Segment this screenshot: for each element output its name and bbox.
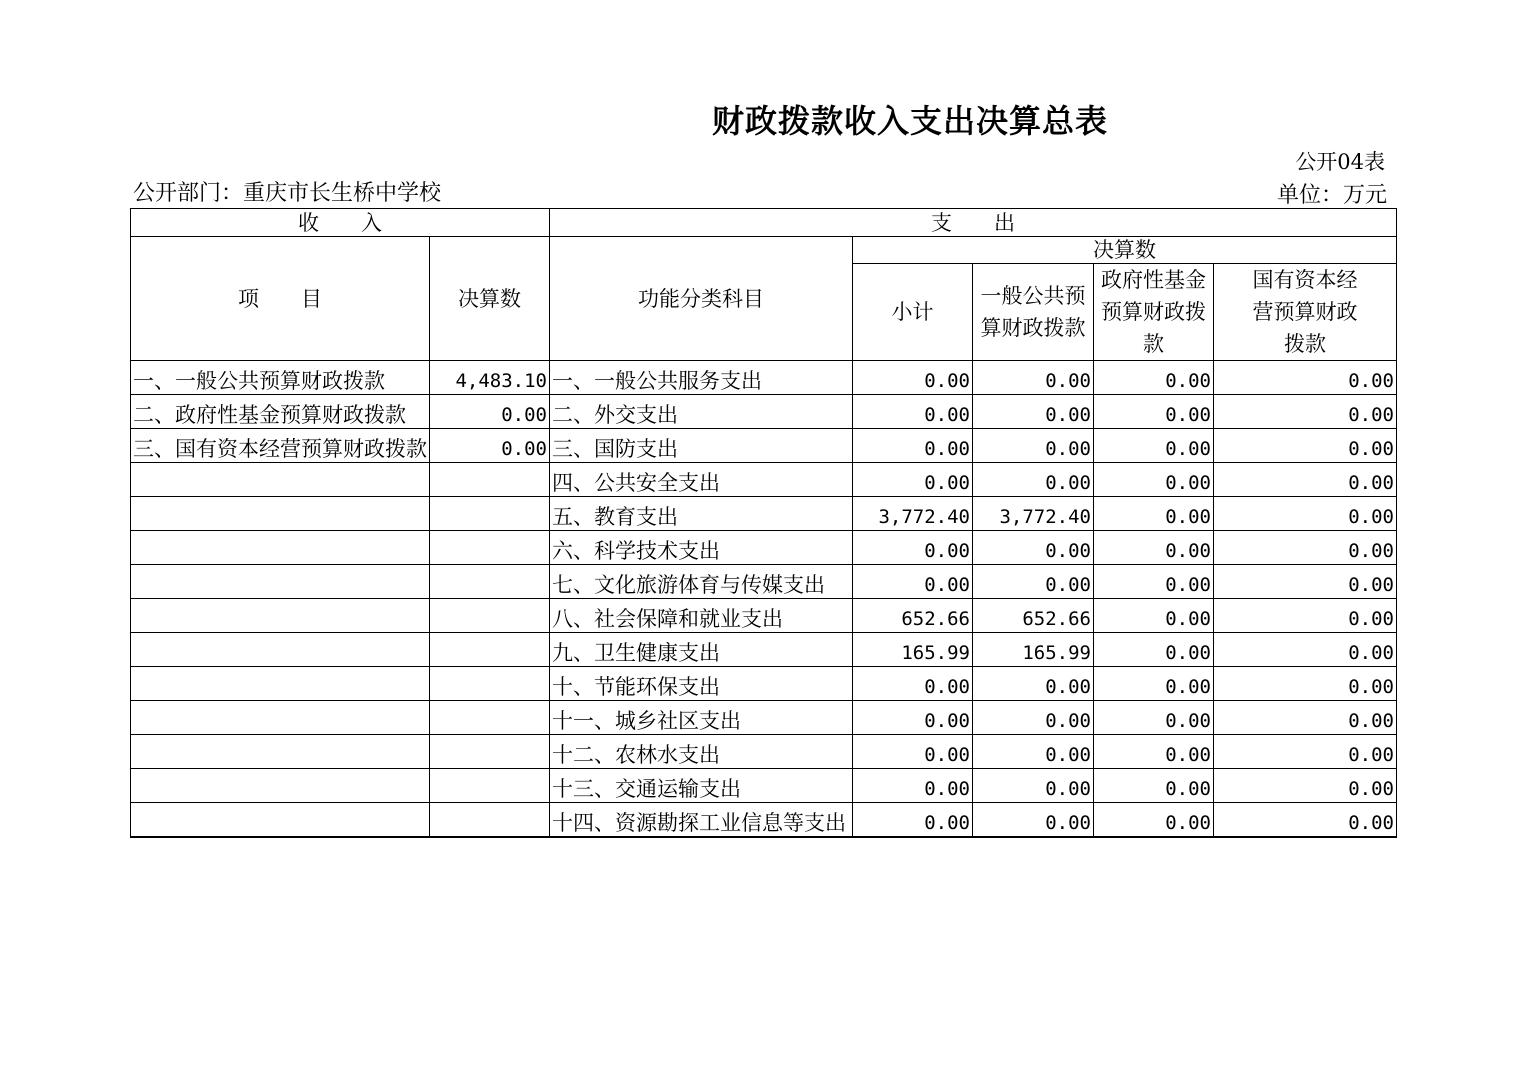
subtotal-cell: 165.99 bbox=[853, 633, 973, 667]
state-capital-cell: 0.00 bbox=[1214, 667, 1397, 701]
gov-fund-cell: 0.00 bbox=[1094, 463, 1214, 497]
category-cell: 十二、农林水支出 bbox=[550, 735, 853, 769]
category-cell: 十、节能环保支出 bbox=[550, 667, 853, 701]
department-label: 公开部门：重庆市长生桥中学校 bbox=[133, 181, 442, 206]
state-capital-cell: 0.00 bbox=[1214, 497, 1397, 531]
general-budget-cell: 0.00 bbox=[973, 429, 1094, 463]
state-capital-cell: 0.00 bbox=[1214, 531, 1397, 565]
table-row bbox=[131, 667, 1397, 701]
state-capital-cell: 0.00 bbox=[1214, 429, 1397, 463]
gov-fund-cell: 0.00 bbox=[1094, 803, 1214, 838]
gov-fund-cell: 0.00 bbox=[1094, 599, 1214, 633]
table-number: 公开04表 bbox=[1295, 150, 1385, 174]
item-header: 项 目 bbox=[131, 237, 430, 361]
category-cell: 十一、城乡社区支出 bbox=[550, 701, 853, 735]
table-row bbox=[131, 633, 1397, 667]
final-amount-header: 决算数 bbox=[430, 237, 550, 361]
category-cell: 七、文化旅游体育与传媒支出 bbox=[550, 565, 853, 599]
general-budget-cell: 0.00 bbox=[973, 361, 1094, 395]
income-item-cell bbox=[131, 463, 430, 497]
category-cell: 六、科学技术支出 bbox=[550, 531, 853, 565]
gov-fund-cell: 0.00 bbox=[1094, 565, 1214, 599]
final-amount-group-header: 决算数 bbox=[853, 237, 1397, 264]
income-amount-cell bbox=[430, 735, 550, 769]
function-category-header: 功能分类科目 bbox=[550, 237, 853, 361]
income-item-cell bbox=[131, 803, 430, 838]
income-item-cell bbox=[131, 565, 430, 599]
subtotal-header: 小计 bbox=[853, 264, 973, 361]
general-budget-cell: 0.00 bbox=[973, 769, 1094, 803]
subtotal-cell: 0.00 bbox=[853, 803, 973, 838]
state-capital-cell: 0.00 bbox=[1214, 769, 1397, 803]
header-row-2 bbox=[131, 237, 1397, 264]
income-amount-cell bbox=[430, 531, 550, 565]
gov-fund-cell: 0.00 bbox=[1094, 395, 1214, 429]
subtotal-cell: 0.00 bbox=[853, 565, 973, 599]
general-budget-header: 一般公共预算财政拨款 bbox=[973, 264, 1094, 361]
table-row bbox=[131, 361, 1397, 395]
state-capital-cell: 0.00 bbox=[1214, 633, 1397, 667]
table-row bbox=[131, 497, 1397, 531]
table-row bbox=[131, 531, 1397, 565]
category-cell: 十四、资源勘探工业信息等支出 bbox=[550, 803, 853, 838]
income-amount-cell bbox=[430, 463, 550, 497]
income-item-cell bbox=[131, 667, 430, 701]
state-capital-cell: 0.00 bbox=[1214, 701, 1397, 735]
income-item-cell: 三、国有资本经营预算财政拨款 bbox=[131, 429, 430, 463]
fiscal-appropriation-table bbox=[130, 208, 1397, 838]
category-cell: 一、一般公共服务支出 bbox=[550, 361, 853, 395]
table-row bbox=[131, 395, 1397, 429]
gov-fund-cell: 0.00 bbox=[1094, 361, 1214, 395]
income-amount-cell bbox=[430, 599, 550, 633]
general-budget-cell: 652.66 bbox=[973, 599, 1094, 633]
subtotal-cell: 0.00 bbox=[853, 667, 973, 701]
header-row-1 bbox=[131, 209, 1397, 237]
page-title: 财政拨款收入支出决算总表 bbox=[711, 102, 1108, 140]
income-item-cell bbox=[131, 633, 430, 667]
subtotal-cell: 0.00 bbox=[853, 429, 973, 463]
general-budget-cell: 0.00 bbox=[973, 667, 1094, 701]
income-item-cell bbox=[131, 769, 430, 803]
state-capital-cell: 0.00 bbox=[1214, 361, 1397, 395]
gov-fund-cell: 0.00 bbox=[1094, 701, 1214, 735]
category-cell: 八、社会保障和就业支出 bbox=[550, 599, 853, 633]
general-budget-cell: 0.00 bbox=[973, 565, 1094, 599]
income-amount-cell bbox=[430, 633, 550, 667]
subtotal-cell: 0.00 bbox=[853, 735, 973, 769]
general-budget-cell: 165.99 bbox=[973, 633, 1094, 667]
gov-fund-cell: 0.00 bbox=[1094, 667, 1214, 701]
income-item-cell bbox=[131, 531, 430, 565]
category-cell: 三、国防支出 bbox=[550, 429, 853, 463]
table-row bbox=[131, 599, 1397, 633]
income-item-cell bbox=[131, 735, 430, 769]
category-cell: 二、外交支出 bbox=[550, 395, 853, 429]
subtotal-cell: 0.00 bbox=[853, 395, 973, 429]
state-capital-cell: 0.00 bbox=[1214, 735, 1397, 769]
general-budget-cell: 0.00 bbox=[973, 735, 1094, 769]
table-row bbox=[131, 769, 1397, 803]
state-capital-cell: 0.00 bbox=[1214, 803, 1397, 838]
state-capital-cell: 0.00 bbox=[1214, 565, 1397, 599]
income-amount-cell bbox=[430, 769, 550, 803]
gov-fund-cell: 0.00 bbox=[1094, 497, 1214, 531]
general-budget-cell: 3,772.40 bbox=[973, 497, 1094, 531]
expenditure-header: 支 出 bbox=[550, 209, 1397, 237]
gov-fund-cell: 0.00 bbox=[1094, 735, 1214, 769]
gov-fund-cell: 0.00 bbox=[1094, 531, 1214, 565]
general-budget-cell: 0.00 bbox=[973, 701, 1094, 735]
table-row bbox=[131, 429, 1397, 463]
income-amount-cell: 0.00 bbox=[430, 395, 550, 429]
income-amount-cell bbox=[430, 701, 550, 735]
table-row bbox=[131, 463, 1397, 497]
income-amount-cell bbox=[430, 667, 550, 701]
income-header: 收 入 bbox=[131, 209, 550, 237]
subtotal-cell: 652.66 bbox=[853, 599, 973, 633]
income-item-cell: 一、一般公共预算财政拨款 bbox=[131, 361, 430, 395]
unit-label: 单位：万元 bbox=[1276, 183, 1387, 208]
general-budget-cell: 0.00 bbox=[973, 463, 1094, 497]
table-row bbox=[131, 735, 1397, 769]
gov-fund-cell: 0.00 bbox=[1094, 769, 1214, 803]
income-amount-cell: 4,483.10 bbox=[430, 361, 550, 395]
state-capital-cell: 0.00 bbox=[1214, 463, 1397, 497]
state-capital-cell: 0.00 bbox=[1214, 599, 1397, 633]
subtotal-cell: 0.00 bbox=[853, 361, 973, 395]
category-cell: 十三、交通运输支出 bbox=[550, 769, 853, 803]
table-row bbox=[131, 701, 1397, 735]
general-budget-cell: 0.00 bbox=[973, 531, 1094, 565]
income-amount-cell bbox=[430, 565, 550, 599]
gov-fund-header: 政府性基金预算财政拨款 bbox=[1094, 264, 1214, 361]
income-item-cell bbox=[131, 497, 430, 531]
income-item-cell bbox=[131, 701, 430, 735]
category-cell: 四、公共安全支出 bbox=[550, 463, 853, 497]
state-capital-header: 国有资本经营预算财政拨款 bbox=[1214, 264, 1397, 361]
income-amount-cell bbox=[430, 497, 550, 531]
income-amount-cell: 0.00 bbox=[430, 429, 550, 463]
category-cell: 五、教育支出 bbox=[550, 497, 853, 531]
general-budget-cell: 0.00 bbox=[973, 395, 1094, 429]
subtotal-cell: 0.00 bbox=[853, 769, 973, 803]
subtotal-cell: 0.00 bbox=[853, 531, 973, 565]
general-budget-cell: 0.00 bbox=[973, 803, 1094, 838]
category-cell: 九、卫生健康支出 bbox=[550, 633, 853, 667]
income-item-cell bbox=[131, 599, 430, 633]
gov-fund-cell: 0.00 bbox=[1094, 429, 1214, 463]
gov-fund-cell: 0.00 bbox=[1094, 633, 1214, 667]
income-amount-cell bbox=[430, 803, 550, 838]
income-item-cell: 二、政府性基金预算财政拨款 bbox=[131, 395, 430, 429]
subtotal-cell: 3,772.40 bbox=[853, 497, 973, 531]
subtotal-cell: 0.00 bbox=[853, 463, 973, 497]
subtotal-cell: 0.00 bbox=[853, 701, 973, 735]
table-row bbox=[131, 565, 1397, 599]
table-row bbox=[131, 803, 1397, 838]
state-capital-cell: 0.00 bbox=[1214, 395, 1397, 429]
